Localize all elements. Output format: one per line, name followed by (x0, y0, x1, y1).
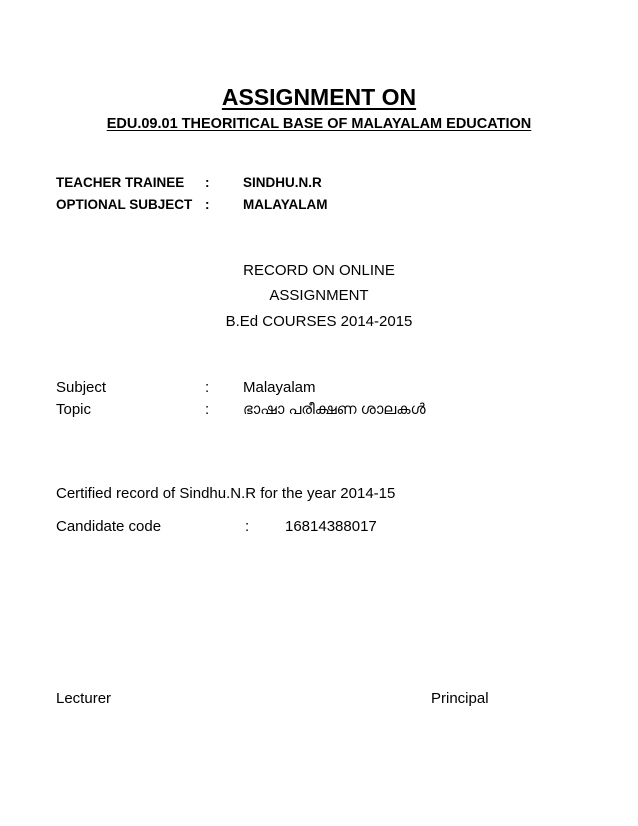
course-subtitle: EDU.09.01 THEORITICAL BASE OF MALAYALAM EDUCATION (106, 116, 532, 132)
subject-label: Subject (56, 379, 107, 396)
topic-label: Topic (56, 401, 92, 418)
trainee-separator: : (205, 175, 210, 190)
record-line-1: RECORD ON ONLINE (243, 262, 395, 279)
page-title: ASSIGNMENT ON (221, 84, 417, 110)
subject-separator: : (205, 379, 210, 396)
trainee-label: TEACHER TRAINEE (56, 175, 185, 190)
topic-separator: : (205, 401, 210, 418)
trainee-value: SINDHU.N.R (243, 175, 322, 190)
topic-value: ഭാഷാ പരീക്ഷണ ശാലകൾ (243, 401, 426, 418)
candidate-code-separator: : (245, 518, 250, 535)
record-line-3: B.Ed COURSES 2014-2015 (225, 313, 413, 330)
candidate-code-value: 16814388017 (285, 518, 377, 535)
principal-signature: Principal (431, 690, 489, 707)
certification-statement: Certified record of Sindhu.N.R for the year 2014-15 (56, 485, 396, 502)
optional-subject-separator: : (205, 197, 210, 212)
optional-subject-value: MALAYALAM (243, 197, 328, 212)
lecturer-signature: Lecturer (56, 690, 112, 707)
record-line-2: ASSIGNMENT (269, 287, 369, 304)
optional-subject-label: OPTIONAL SUBJECT (56, 197, 193, 212)
subject-value: Malayalam (243, 379, 316, 396)
candidate-code-label: Candidate code (56, 518, 162, 535)
